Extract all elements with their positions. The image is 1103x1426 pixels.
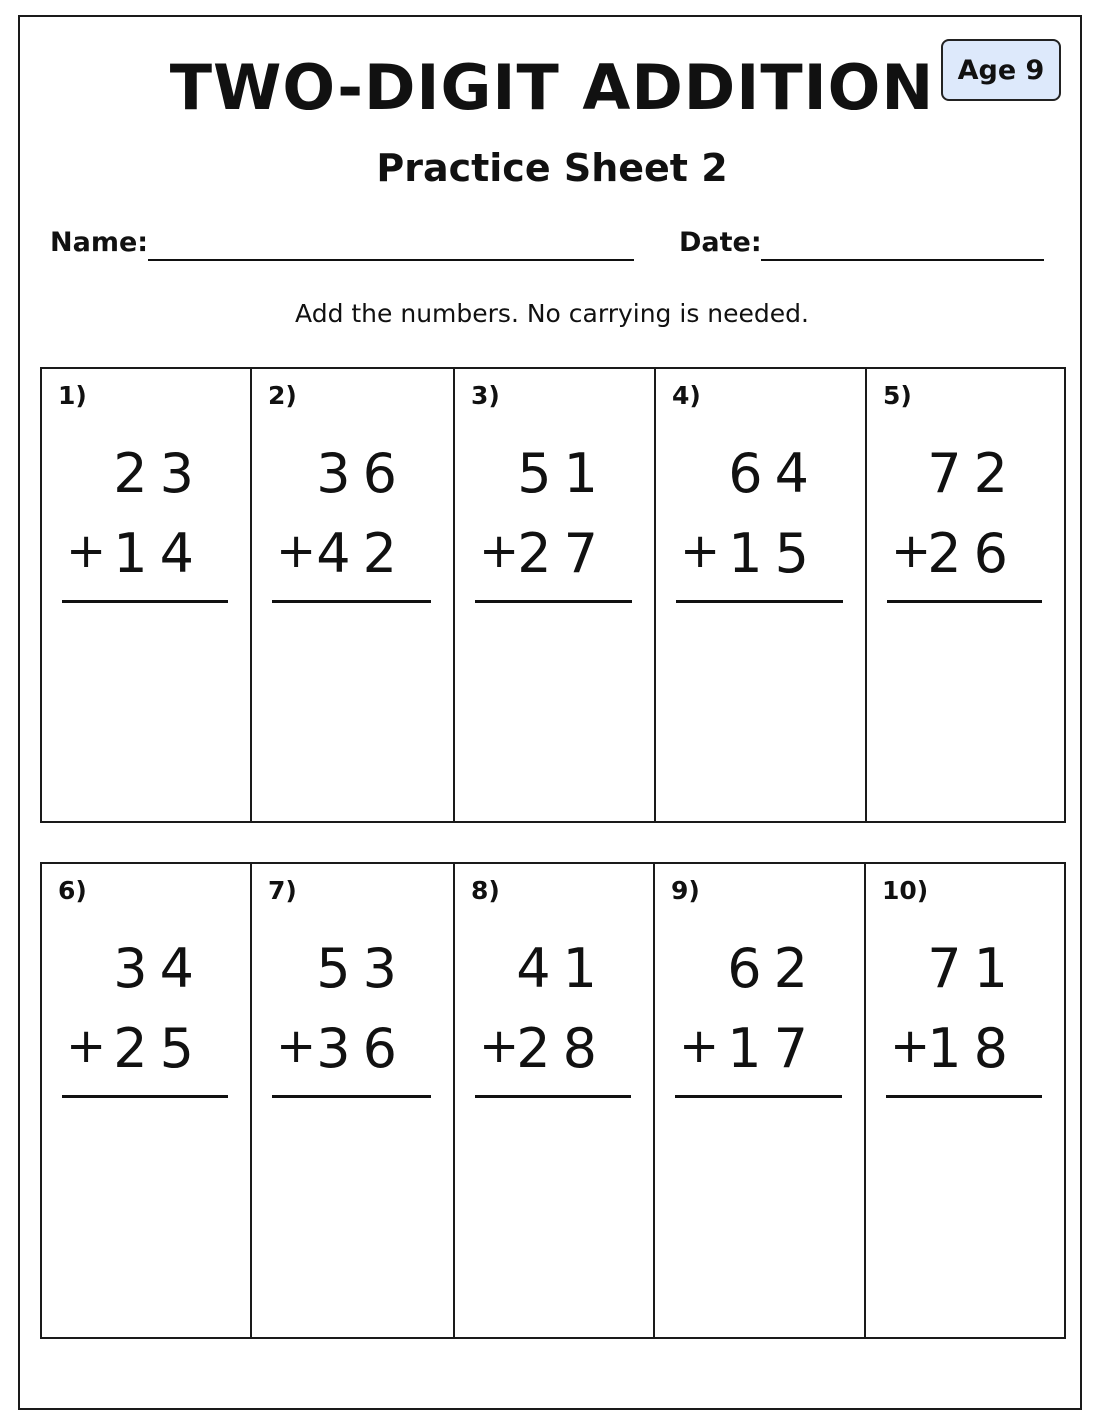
problem-number: 5)	[883, 381, 912, 410]
problem-cell	[655, 864, 866, 1337]
problem-cell	[252, 864, 455, 1337]
addend-top: 36	[316, 442, 409, 505]
problem-number: 6)	[58, 876, 87, 905]
addend-bottom: 28	[516, 1017, 609, 1080]
addend-bottom: 27	[517, 522, 610, 585]
answer-line[interactable]	[272, 1095, 431, 1098]
answer-line[interactable]	[475, 600, 632, 603]
plus-sign: +	[479, 523, 520, 579]
problem-cell	[455, 864, 655, 1337]
addend-bottom: 15	[728, 522, 821, 585]
addend-top: 34	[113, 937, 206, 1000]
plus-sign: +	[66, 1018, 107, 1074]
problem-cell	[867, 369, 1064, 821]
addend-top: 72	[927, 442, 1020, 505]
problem-cell	[252, 369, 455, 821]
problem-number: 8)	[471, 876, 500, 905]
answer-line[interactable]	[887, 600, 1042, 603]
answer-line[interactable]	[62, 600, 228, 603]
addend-bottom: 36	[316, 1017, 409, 1080]
plus-sign: +	[66, 523, 107, 579]
answer-line[interactable]	[475, 1095, 631, 1098]
age-badge: Age 9	[941, 39, 1061, 101]
addend-bottom: 26	[927, 522, 1020, 585]
worksheet-page	[18, 15, 1082, 1410]
answer-line[interactable]	[886, 1095, 1042, 1098]
problem-cell	[42, 369, 252, 821]
answer-line[interactable]	[675, 1095, 842, 1098]
addend-top: 53	[316, 937, 409, 1000]
addend-top: 62	[727, 937, 820, 1000]
worksheet-subtitle: Practice Sheet 2	[376, 146, 728, 190]
date-label: Date:	[679, 227, 762, 258]
addend-top: 64	[728, 442, 821, 505]
plus-sign: +	[891, 523, 932, 579]
answer-line[interactable]	[272, 600, 431, 603]
addend-top: 71	[927, 937, 1020, 1000]
plus-sign: +	[679, 1018, 720, 1074]
worksheet-title: TWO-DIGIT ADDITION	[169, 51, 935, 124]
addend-bottom: 25	[113, 1017, 206, 1080]
addend-top: 23	[113, 442, 206, 505]
problem-number: 4)	[672, 381, 701, 410]
problem-row-1	[40, 367, 1066, 823]
problem-row-2	[40, 862, 1066, 1339]
problem-number: 1)	[58, 381, 87, 410]
addend-bottom: 18	[927, 1017, 1020, 1080]
problem-number: 2)	[268, 381, 297, 410]
answer-line[interactable]	[676, 600, 843, 603]
addend-top: 51	[517, 442, 610, 505]
name-label: Name:	[50, 227, 149, 258]
problem-number: 3)	[471, 381, 500, 410]
date-field-line[interactable]	[761, 259, 1044, 261]
problem-number: 7)	[268, 876, 297, 905]
problem-number: 10)	[882, 876, 929, 905]
addend-bottom: 14	[113, 522, 206, 585]
answer-line[interactable]	[62, 1095, 228, 1098]
problem-number: 9)	[671, 876, 700, 905]
addend-bottom: 17	[727, 1017, 820, 1080]
problem-cell	[455, 369, 656, 821]
plus-sign: +	[890, 1018, 931, 1074]
plus-sign: +	[479, 1018, 520, 1074]
plus-sign: +	[276, 523, 317, 579]
plus-sign: +	[680, 523, 721, 579]
problem-cell	[656, 369, 867, 821]
problem-cell	[866, 864, 1064, 1337]
addend-bottom: 42	[316, 522, 409, 585]
name-field-line[interactable]	[148, 259, 634, 261]
instructions-text: Add the numbers. No carrying is needed.	[295, 299, 809, 328]
addend-top: 41	[516, 937, 609, 1000]
problem-cell	[42, 864, 252, 1337]
plus-sign: +	[276, 1018, 317, 1074]
